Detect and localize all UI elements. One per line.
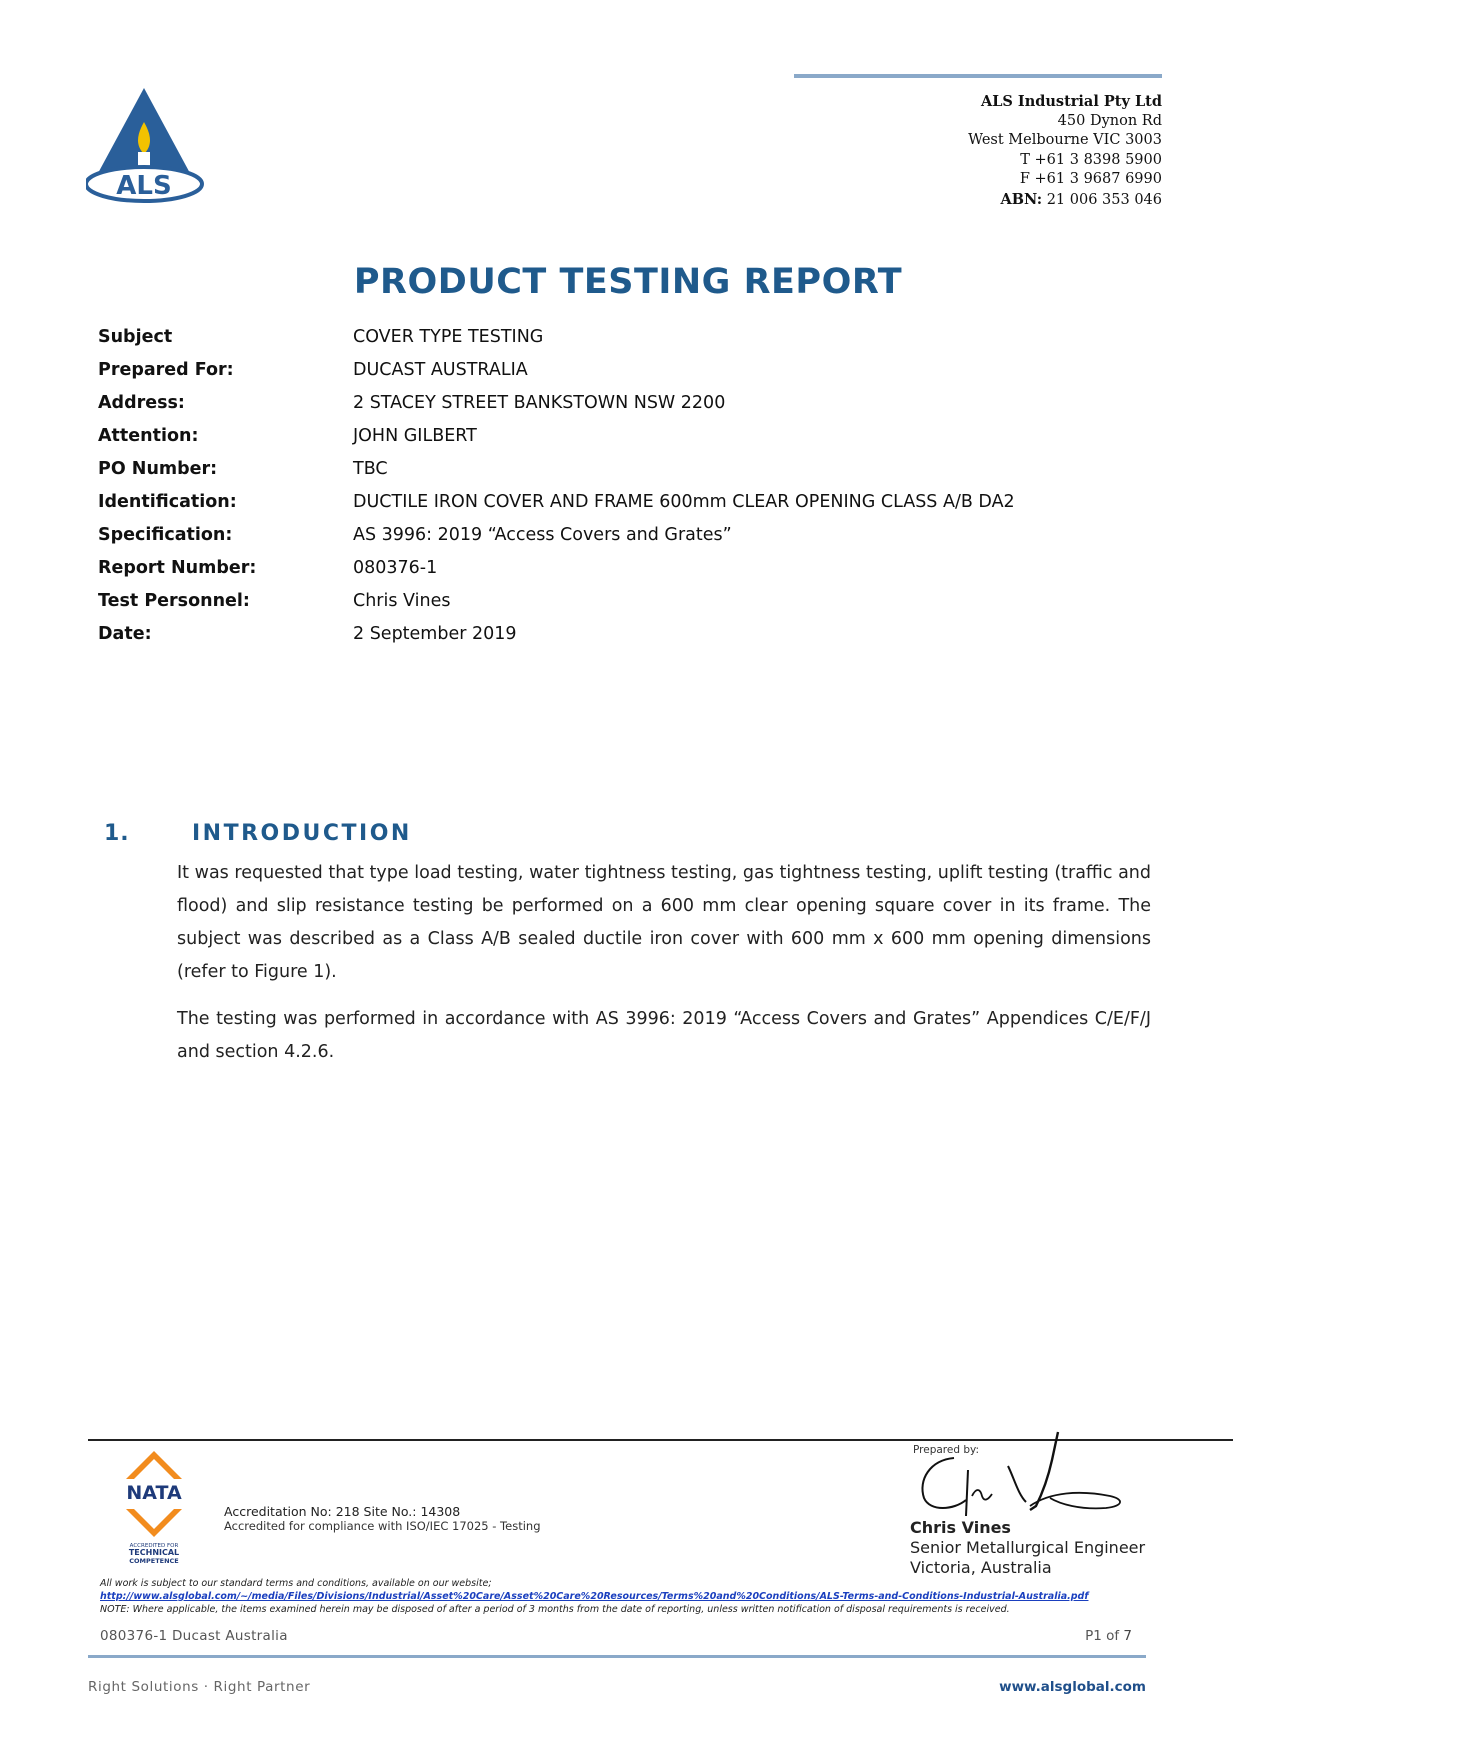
- als-logo: [86, 84, 210, 204]
- abn-value: 21 006 353 046: [1046, 191, 1162, 208]
- info-label: Prepared For:: [98, 360, 234, 380]
- website-link[interactable]: www.alsglobal.com: [999, 1679, 1146, 1695]
- nata-line3: COMPETENCE: [129, 1557, 179, 1565]
- intro-paragraph-2: The testing was performed in accordance with AS 3996: 2019 “Access Covers and Grates” Appendices C/E/F/J and section 4.2.6.: [177, 1009, 1151, 1062]
- section-title: INTRODUCTION: [192, 821, 412, 846]
- info-value: DUCAST AUSTRALIA: [353, 360, 528, 380]
- terms-link[interactable]: http://www.alsglobal.com/~/media/Files/Divisions/Industrial/Asset%20Care/Asset%20Care%20Resources/Terms%20and%20Conditions/ALS-Terms-and-Conditions-Industrial-Australia.pdf: [100, 1591, 1089, 1602]
- info-value: 2 STACEY STREET BANKSTOWN NSW 2200: [353, 393, 726, 413]
- info-label: Subject: [98, 327, 173, 347]
- section-number: 1.: [104, 821, 130, 846]
- abn-label: ABN:: [1000, 190, 1043, 208]
- accreditation-number: Accreditation No: 218 Site No.: 14308: [224, 1504, 461, 1519]
- info-value: TBC: [353, 459, 388, 479]
- info-label: PO Number:: [98, 459, 218, 479]
- accreditation-iso: Accredited for compliance with ISO/IEC 17025 - Testing: [224, 1519, 541, 1533]
- fax: F +61 3 9687 6990: [1019, 171, 1162, 187]
- info-value: Chris Vines: [353, 591, 451, 611]
- info-label: Address:: [98, 393, 185, 413]
- address-line: 450 Dynon Rd: [1057, 112, 1162, 129]
- footer-bottom-rule: [88, 1655, 1146, 1658]
- terms-text: All work is subject to our standard terms and conditions, available on our website;: [100, 1578, 492, 1589]
- logo-text: ALS: [116, 171, 172, 201]
- info-label: Report Number:: [98, 558, 257, 578]
- info-value: COVER TYPE TESTING: [353, 327, 544, 347]
- company-address: [860, 92, 1162, 210]
- info-value: DUCTILE IRON COVER AND FRAME 600mm CLEAR OPENING CLASS A/B DA2: [353, 492, 1015, 512]
- company-name: ALS Industrial Pty Ltd: [980, 93, 1162, 110]
- page-title: PRODUCT TESTING REPORT: [353, 262, 903, 302]
- intro-paragraph-1: It was requested that type load testing, water tightness testing, gas tightness testing, uplift testing (traffic and flood) and slip resistance testing be performed on a 600 mm clear opening square cover in its frame. The subject was described as a Class A/B sealed ductile iron cover with 600 mm x 600 mm opening dimensions (refer to Figure 1).: [177, 863, 1151, 982]
- nata-line2: TECHNICAL: [128, 1548, 180, 1557]
- info-label: Specification:: [98, 525, 233, 545]
- page-total: 7: [1123, 1628, 1132, 1644]
- page-current: P1: [1085, 1628, 1102, 1644]
- info-label: Identification:: [98, 492, 237, 512]
- info-value: 080376-1: [353, 558, 438, 578]
- info-value: AS 3996: 2019 “Access Covers and Grates”: [353, 525, 732, 545]
- info-value: 2 September 2019: [353, 624, 517, 644]
- signature: [910, 1430, 1140, 1522]
- nata-name: NATA: [126, 1482, 182, 1504]
- info-value: JOHN GILBERT: [353, 426, 477, 446]
- page-of: of: [1106, 1628, 1120, 1644]
- phone: T +61 3 8398 5900: [1020, 151, 1162, 168]
- disposal-note: NOTE: Where applicable, the items examined herein may be disposed of after a period of 3 months from the date of reporting, unless written notification of disposal requirements is received.: [100, 1604, 1010, 1615]
- abn: [860, 190, 1162, 211]
- tagline: Right Solutions · Right Partner: [88, 1679, 311, 1695]
- prepared-by-label: Prepared by:: [913, 1444, 979, 1456]
- document-id: 080376-1 Ducast Australia: [100, 1628, 288, 1644]
- page-number: [1070, 1628, 1132, 1644]
- nata-logo: [118, 1449, 190, 1565]
- signer-name: Chris Vines: [910, 1518, 1011, 1537]
- info-label: Date:: [98, 624, 152, 644]
- signer-location: Victoria, Australia: [910, 1558, 1052, 1577]
- header-rule: [794, 74, 1162, 78]
- signer-role: Senior Metallurgical Engineer: [910, 1538, 1146, 1557]
- info-label: Attention:: [98, 426, 199, 446]
- address-line: West Melbourne VIC 3003: [968, 132, 1162, 148]
- nata-line1: ACCREDITED FOR: [129, 1543, 179, 1549]
- info-label: Test Personnel:: [98, 591, 250, 611]
